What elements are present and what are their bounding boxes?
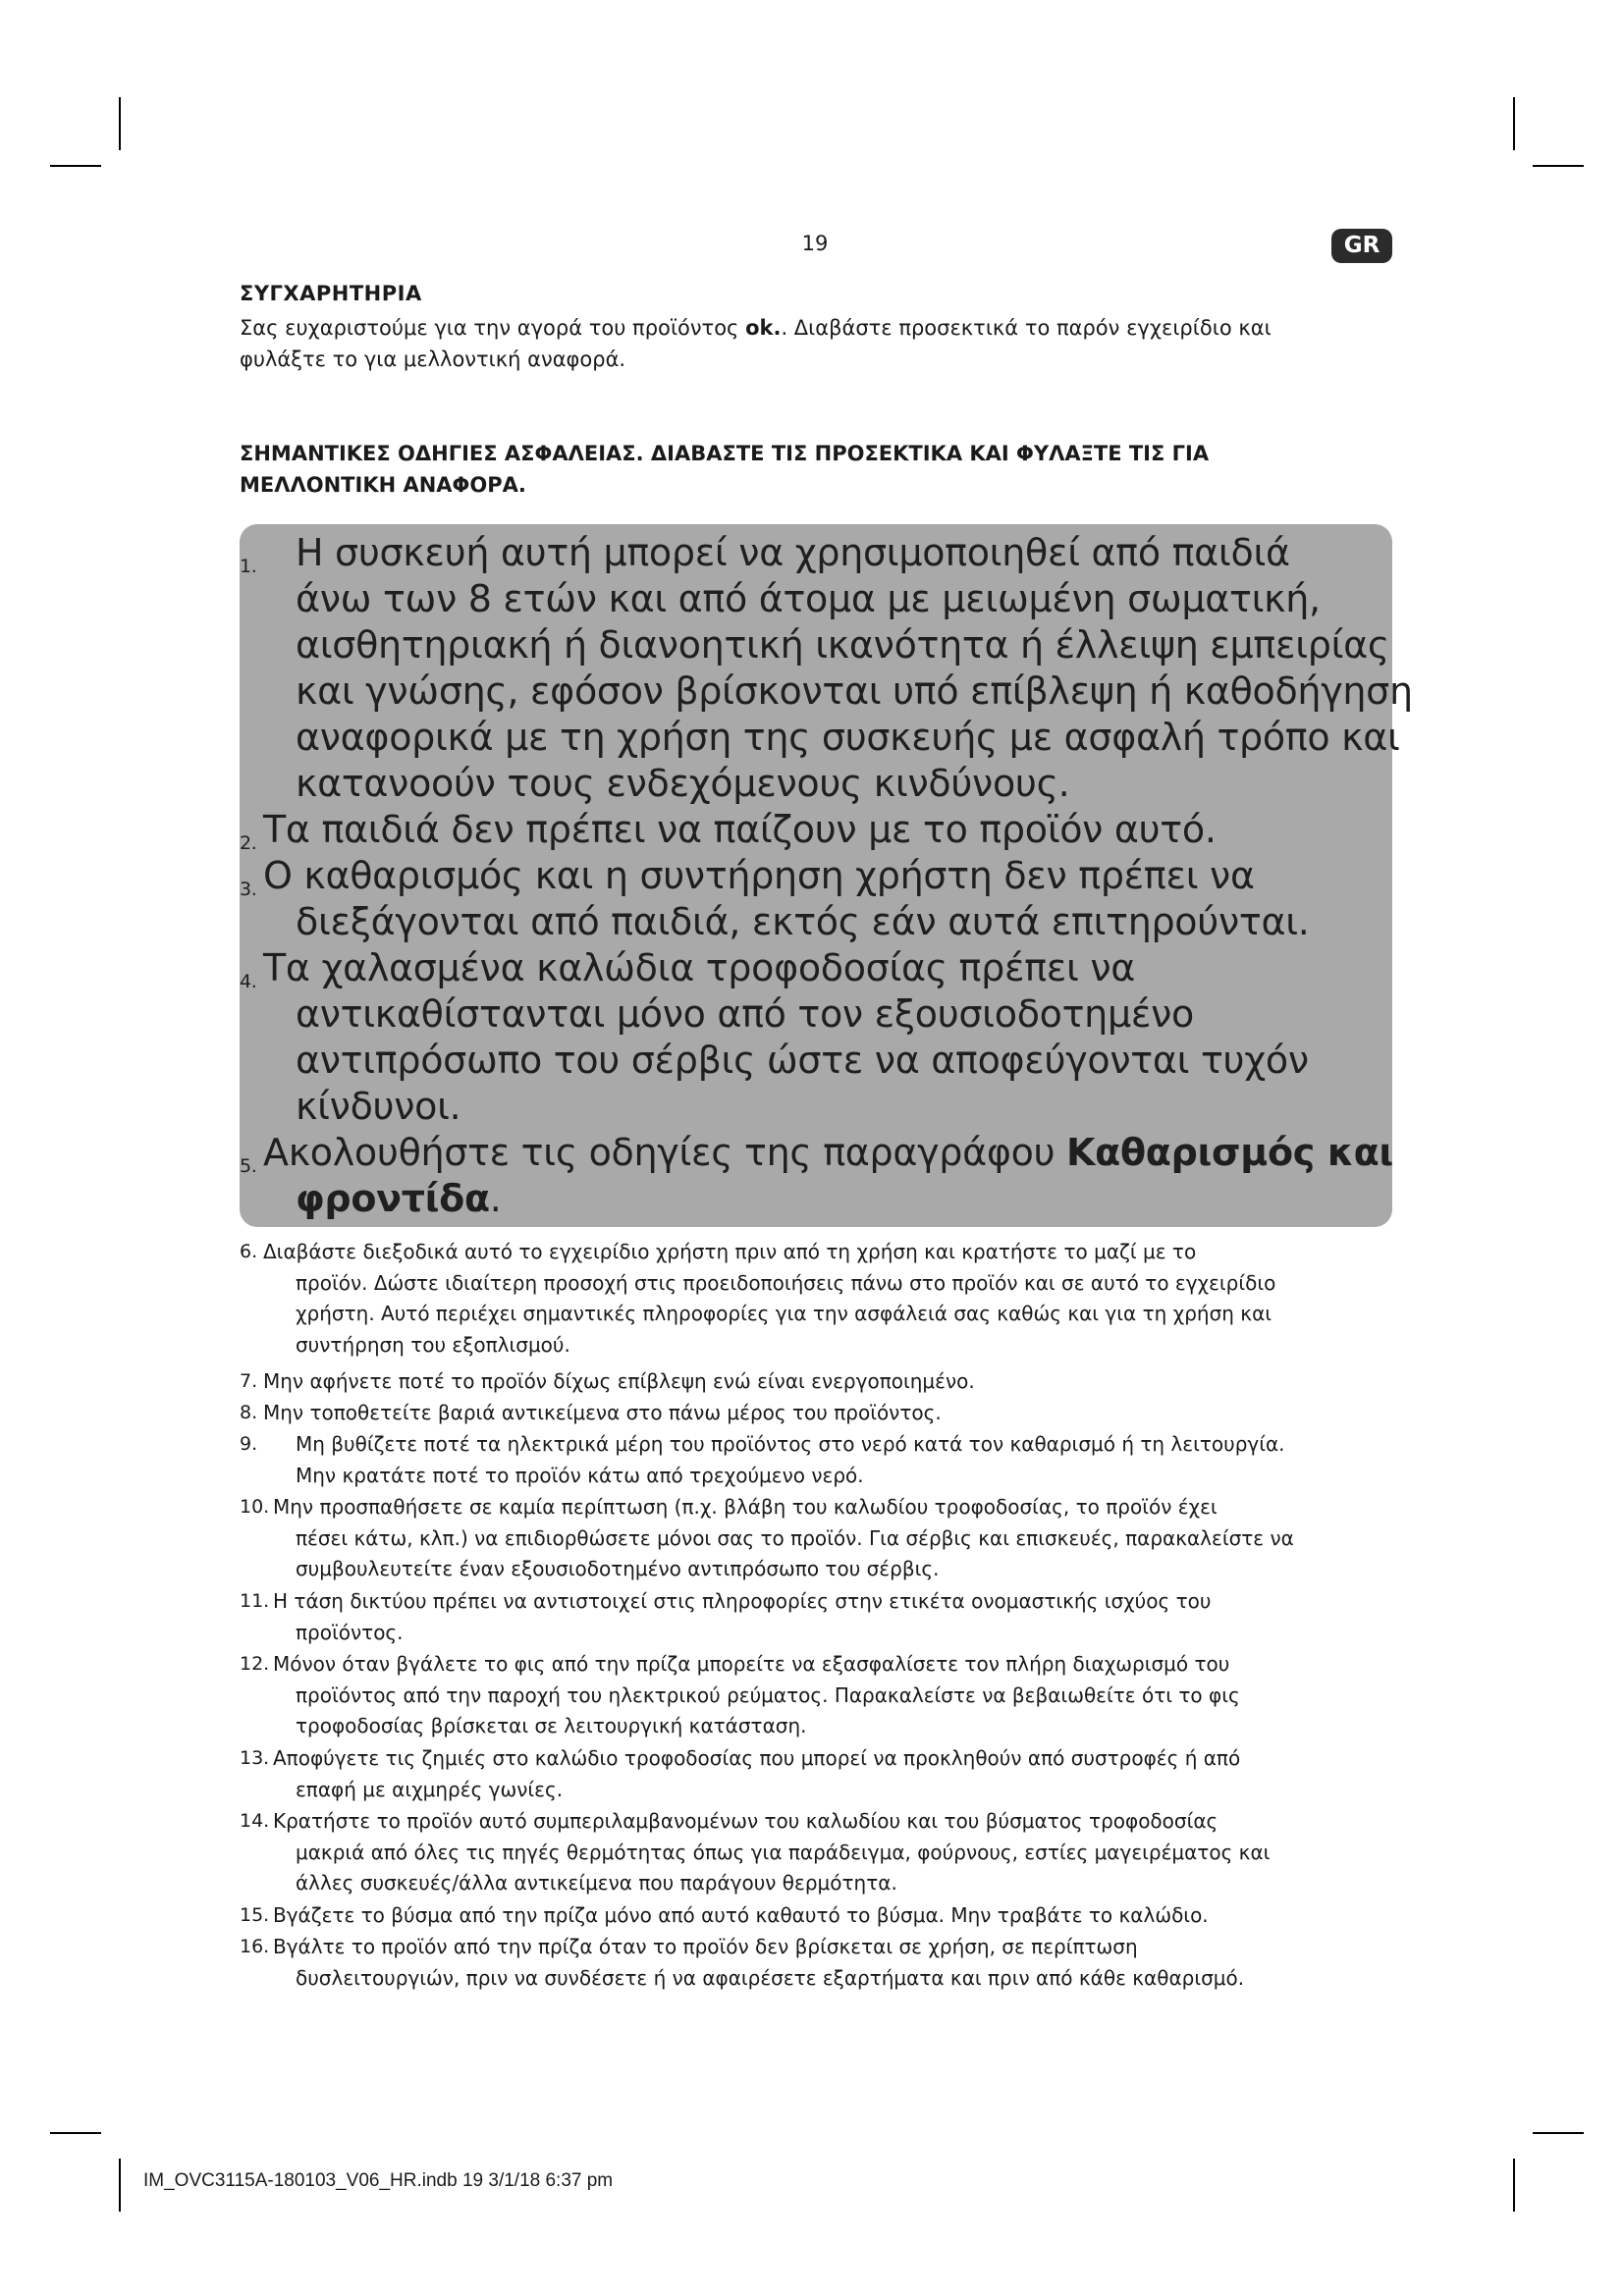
safety-item-13: 13. Αποφύγετε τις ζημιές στο καλώδιο τροφοδοσίας που μπορεί να προκληθούν από συστροφές ή από επαφή με αιχμηρές γωνίες. [240,1746,1241,1801]
brand-name: ok. [745,316,782,340]
warning-item-4: 4. Τα χαλασμένα καλώδια τροφοδοσίας πρέπει να αντικαθίστανται μόνο από τον εξουσιοδοτημένο αντιπρόσωπο του σέρβις ώστε να αποφεύγονται τυχόν κίνδυνοι. [240,946,1309,1128]
print-footer: IM_OVC3115A-180103_V06_HR.indb 19 3/1/18 6:37 pm [143,2170,614,2191]
warning-item-5: 5. Ακολουθήστε τις οδηγίες της παραγράφου Καθαρισμός και φροντίδα. [240,1131,1393,1220]
warning-item-2: 2. Τα παιδιά δεν πρέπει να παίζουν με το προϊόν αυτό. [240,808,1217,854]
intro-paragraph: Σας ευχαριστούμε για την αγορά του προϊόντος ok.. Διαβάστε προσεκτικά το παρόν εγχειρίδιο και φυλάξτε το για μελλοντική αναφορά. [240,316,1272,371]
crop-mark-top-left-horizontal [50,165,101,167]
safety-heading: ΣΗΜΑΝΤΙΚΕΣ ΟΔΗΓΙΕΣ ΑΣΦΑΛΕΙΑΣ. ΔΙΑΒΑΣΤΕ ΤΙΣ ΠΡΟΣΕΚΤΙΚΑ ΚΑΙ ΦΥΛΑΞΤΕ ΤΙΣ ΓΙΑ ΜΕΛΛΟΝΤΙΚΗ ΑΝΑΦΟΡΑ. [240,442,1210,497]
page-number: 19 [801,232,829,255]
crop-mark-bottom-right-horizontal [1533,2132,1584,2134]
safety-item-14: 14. Κρατήστε το προϊόν αυτό συμπεριλαμβανομένων του καλωδίου και του βύσματος τροφοδοσίας μακριά από όλες τις πηγές θερμότητας όπως για παράδειγμα, φούρνους, εστίες μαγειρέματος και άλλες συσκευές/άλλα αντικείμενα που παράγουν θερμότητα. [240,1809,1271,1895]
safety-item-8: 8. Μην τοποθετείτε βαριά αντικείμενα στο πάνω μέρος του προϊόντος. [240,1401,942,1424]
safety-item-6: 6. Διαβάστε διεξοδικά αυτό το εγχειρίδιο χρήστη πριν από τη χρήση και κρατήστε το μαζί με το προϊόν. Δώστε ιδιαίτερη προσοχή στις προειδοποιήσεις πάνω στο προϊόν και σε αυτό το εγχειρίδιο χρήστη. Αυτό περιέχει σημαντικές πληροφορίες για την ασφάλειά σας καθώς και για τη χρήση και συντήρηση του εξοπλισμού. [240,1240,1276,1357]
safety-item-12: 12. Μόνον όταν βγάλετε το φις από την πρίζα μπορείτε να εξασφαλίσετε τον πλήρη διαχωρισμό του προϊόντος από την παροχή του ηλεκτρικού ρεύματος. Παρακαλείστε να βεβαιωθείτε ότι το φις τροφοδοσίας βρίσκεται σε λειτουργική κατάσταση. [240,1652,1240,1737]
congratulations-title: ΣΥΓΧΑΡΗΤΗΡΙΑ [240,282,422,305]
warning-item-3: 3. Ο καθαρισμός και η συντήρηση χρήστη δεν πρέπει να διεξάγονται από παιδιά, εκτός εάν αυτά επιτηρούνται. [240,854,1310,943]
crop-mark-bottom-right-vertical [1513,2159,1515,2212]
cleaning-care-reference: Καθαρισμός και [1066,1131,1393,1174]
crop-mark-top-right-horizontal [1533,165,1584,167]
crop-mark-bottom-left-vertical [119,2159,121,2212]
safety-item-11: 11. Η τάση δικτύου πρέπει να αντιστοιχεί στις πληροφορίες στην ετικέτα ονομαστικής ισχύος του προϊόντος. [240,1589,1212,1644]
language-badge: GR [1331,229,1392,263]
crop-mark-top-left-vertical [119,97,121,150]
safety-item-7: 7. Μην αφήνετε ποτέ το προϊόν δίχως επίβλεψη ενώ είναι ενεργοποιημένο. [240,1369,975,1393]
safety-item-9: 9. Μη βυθίζετε ποτέ τα ηλεκτρικά μέρη του προϊόντος στο νερό κατά τον καθαρισμό ή τη λειτουργία. Μην κρατάτε ποτέ το προϊόν κάτω από τρεχούμενο νερό. [240,1432,1285,1487]
safety-item-15: 15. Βγάζετε το βύσμα από την πρίζα μόνο από αυτό καθαυτό το βύσμα. Μην τραβάτε το καλώδιο. [240,1903,1209,1927]
crop-mark-bottom-left-horizontal [50,2132,101,2134]
safety-item-10: 10. Μην προσπαθήσετε σε καμία περίπτωση (π.χ. βλάβη του καλωδίου τροφοδοσίας, το προϊόν έχει πέσει κάτω, κλπ.) να επιδιορθώσετε μόνοι σας το προϊόν. Για σέρβις και επισκευές, παρακαλείστε να συμβουλευτείτε έναν εξουσιοδοτημένο αντιπρόσωπο του σέρβις. [240,1495,1294,1580]
crop-mark-top-right-vertical [1513,97,1515,150]
warning-item-1: 1. Η συσκευή αυτή μπορεί να χρησιμοποιηθεί από παιδιά άνω των 8 ετών και από άτομα με μειωμένη σωματική, αισθητηριακή ή διανοητική ικανότητα ή έλλειψη εμπειρίας και γνώσης, εφόσον βρίσκονται υπό επίβλεψη ή καθοδήγηση αναφορικά με τη χρήση της συσκευής με ασφαλή τρόπο και κατανοούν τους ενδεχόμενους κινδύνους. [240,531,1413,805]
safety-item-16: 16. Βγάλτε το προϊόν από την πρίζα όταν το προϊόν δεν βρίσκεται σε χρήση, σε περίπτωση δυσλειτουργιών, πριν να συνδέσετε ή να αφαιρέσετε εξαρτήματα και πριν από κάθε καθαρισμό. [240,1935,1245,1990]
